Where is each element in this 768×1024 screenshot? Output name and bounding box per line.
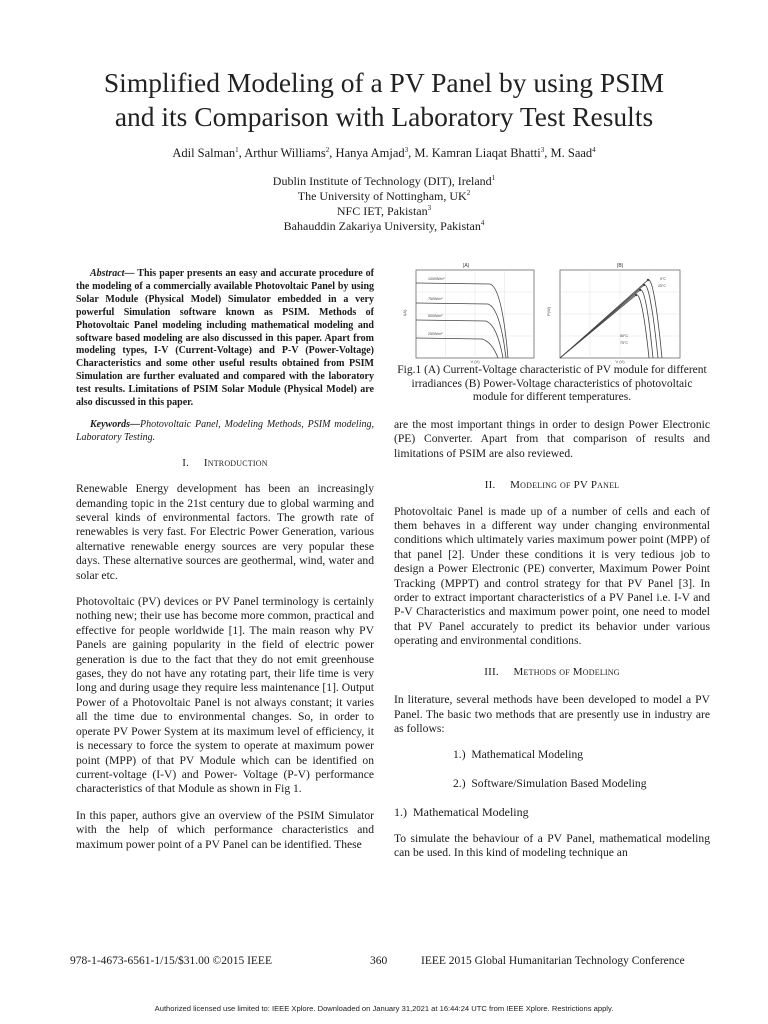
temp-label: 75°C	[620, 341, 629, 345]
affiliation: Bahauddin Zakariya University, Pakistan$^4$	[283, 219, 485, 233]
author: Hanya Amjad$^3$,	[335, 145, 415, 160]
title-line-2: and its Comparison with Laboratory Test Results	[114, 101, 654, 132]
curve-label: 250W/m²	[428, 332, 443, 336]
footer-isbn: 978-1-4673-6561-1/15/$31.00 ©2015 IEEE	[70, 955, 272, 967]
iv-curve-750	[416, 303, 506, 358]
author: M. Saad$^4$	[550, 145, 596, 160]
title-line-1: Simplified Modeling of a PV Panel by using PSIM	[103, 67, 665, 98]
curve-label: 500W/m²	[428, 314, 443, 318]
pv-curve-50c	[560, 290, 653, 358]
pv-curve-75c	[560, 295, 649, 358]
footer-conference: IEEE 2015 Global Humanitarian Technology Conference	[421, 955, 685, 967]
section-heading-methods: III. Methods of Modeling	[484, 665, 620, 678]
intro-continuation: are the most important things in order to design Power Electronic (PE) Converter. Apart from that comparison of results and limitations of PSIM are also reviewed.	[394, 418, 710, 460]
temp-label: 50°C	[620, 334, 629, 338]
author: M. Kamran Liaqat Bhatti$^3$,	[414, 145, 551, 160]
panel-b-pv-curves	[546, 263, 680, 364]
methods-list-item: 2.) Software/Simulation Based Modeling	[453, 776, 647, 790]
mpp-point	[635, 294, 637, 296]
pv-curve-25c	[560, 285, 658, 358]
mpp-point	[643, 284, 645, 286]
math-modeling-paragraph: To simulate the behaviour of a PV Panel, mathematical modeling can be used. In this kind of modeling technique an	[394, 831, 710, 859]
mpp-point	[639, 289, 641, 291]
affiliations	[0, 174, 768, 234]
panel-a-ylabel: I(A)	[402, 309, 407, 316]
panel-a-xlabel: V (V)	[470, 359, 480, 364]
intro-paragraph-3: In this paper, authors give an overview of the PSIM Simulator with the help of which performance characteristics and maximum power point of a PV Panel can be identified. These	[76, 808, 374, 851]
panel-b-xlabel: V (V)	[615, 359, 625, 364]
methods-paragraph: In literature, several methods have been developed to model a PV Panel. The basic two methods that are presently use in industry are as follows:	[394, 693, 710, 735]
affiliation: The University of Nottingham, $UK^2$	[297, 189, 471, 203]
intro-paragraph-1: Renewable Energy development has been an increasingly demanding topic in the 21st century due to global warming and several kinds of environmental factors. The growth rate of renewables is very fast. For Electric Power Generation, various alternative renewable energy sources are very popular these days. These alternative sources are geothermal, wind, water and solar etc.	[76, 482, 374, 582]
subsection-heading: 1.) Mathematical Modeling	[394, 805, 529, 820]
affiliation: Dublin Institute of Technology (DIT), Ireland$^1$	[272, 174, 496, 188]
panel-a-iv-curves	[402, 263, 534, 364]
section-heading-introduction: I. Introduction	[182, 456, 268, 469]
section-heading-modeling: II. Modeling of PV Panel	[484, 479, 620, 492]
paper-title	[0, 66, 768, 134]
curve-label: 750W/m²	[428, 297, 443, 301]
modeling-paragraph: Photovoltaic Panel is made up of a number of cells and each of them behaves in a different way under changing environmental conditions which ultimately varies maximum power point (MPP) of that panel [2]. Under these conditions it is very tedious job to design a Power Electronic (PE) converter, Maximum Power Point Tracking (MPPT) and control strategy for that PV Panel [3]. In order to extract important characteristics of a PV Panel i.e. I-V and P-V Characteristics and maximum power point, one need to model that PV Panel accurately to predict its behavior under various operating and environmental conditions.	[394, 504, 710, 648]
figure-1	[394, 258, 710, 364]
figure-1-plots	[394, 258, 710, 364]
author-list	[0, 146, 768, 161]
iv-curve-250	[416, 338, 498, 358]
figure-1-caption: Fig.1 (A) Current-Voltage characteristic of PV module for different irradiances (B) Power-Voltage characteristics of photovoltaic module for different temperatures.	[397, 364, 707, 404]
affiliation: NFC IET, Pakistan$^3$	[336, 204, 432, 218]
temp-label: 25°C	[658, 284, 667, 288]
license-notice: Authorized licensed use limited to: IEEE Xplore. Downloaded on January 31,2021 at 16:44:24 UTC from IEEE Xplore. Restrictions apply.	[154, 1004, 614, 1013]
methods-list-item: 1.) Mathematical Modeling	[453, 748, 584, 762]
panel-b-label: (B)	[616, 263, 624, 269]
left-column	[76, 268, 374, 852]
author: Adil Salman$^1$,	[172, 145, 245, 160]
curve-label: 1000W/m²	[428, 277, 445, 281]
abstract: Abstract— This paper presents an easy and accurate procedure of the modeling of a commercially available Photovoltaic Panel by using Solar Module (Physical Model) Simulator embedded in a very powerful Simulation software known as PSIM. Methods of Photovoltaic Panel modeling including mathematical modeling and software based modeling are also discussed in this paper. Apart from modeling types, I-V (Current-Voltage) and P-V (Power-Voltage) Characteristics and some other useful results obtained from PSIM Simulation are further evaluated and compared with the laboratory test results. Limitations of PSIM Solar Module (Physical Model) are also discussed in this paper.	[76, 268, 374, 409]
temp-label: 0°C	[660, 277, 667, 281]
keywords: Keywords—Photovoltaic Panel, Modeling Methods, PSIM modeling, Laboratory Testing.	[76, 418, 374, 443]
footer-page-number: 360	[370, 955, 388, 967]
mpp-point	[647, 279, 649, 281]
pv-curve-0c	[560, 280, 662, 358]
intro-paragraph-2: Photovoltaic (PV) devices or PV Panel terminology is certainly nothing new; their use has become more common, practical and effective for people worldwide [1]. The main reason why PV Panels are gaining popularity in the field of electric power generation is due to the fact that they do not emit greenhouse gases, they do not have any rotating part, their life time is very long and during usage they require less maintenance [1]. Output Power of a Photovoltaic Panel is not always constant; it varies all the time due to environmental changes. So, in order to operate PV Power System at its maximum level of efficiency, it is necessary to force the system to operate at maximum power point (MPP) of that PV Module which can be identified on current-voltage (I-V) and Power- Voltage (P-V) performance characteristics of that Module as shown in Fig 1.	[76, 595, 374, 796]
panel-b-ylabel: P(W)	[546, 306, 551, 316]
panel-a-label: (A)	[462, 263, 470, 269]
right-column	[394, 418, 710, 860]
author: Arthur Williams$^2$,	[244, 145, 336, 160]
